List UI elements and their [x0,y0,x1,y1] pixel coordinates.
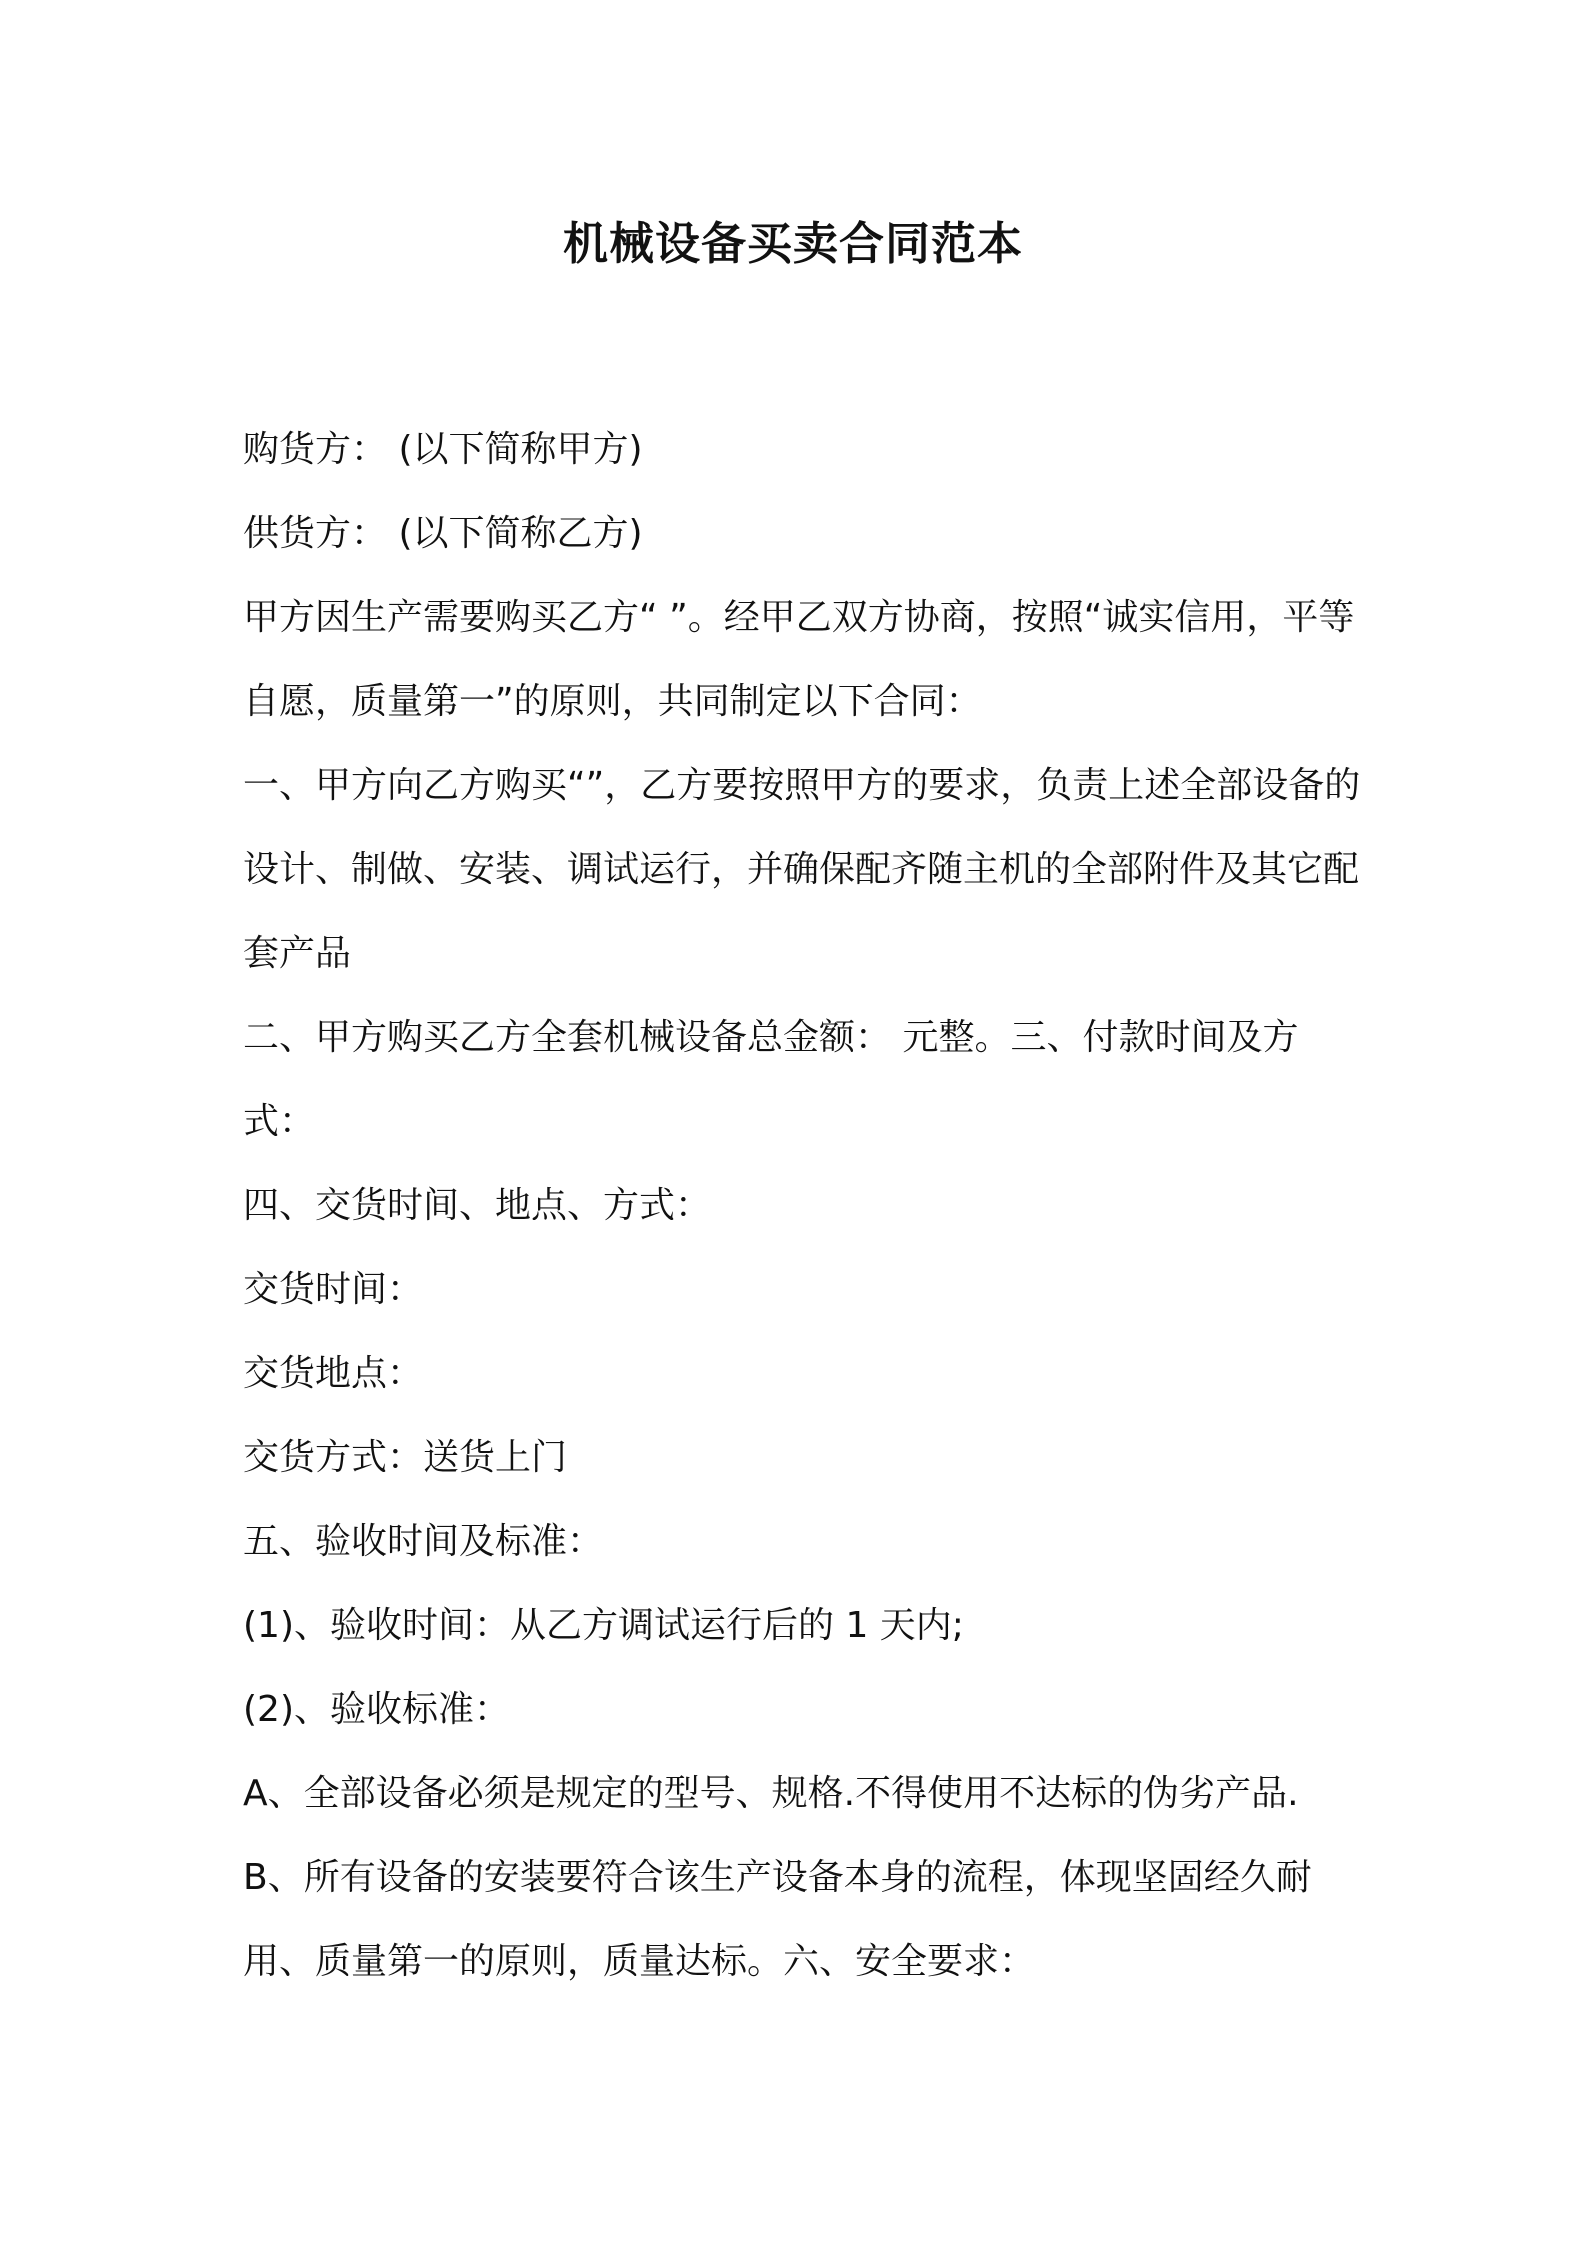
supplier-line: 供货方： (以下简称乙方) [243,513,643,554]
clause-2-amount: 二、甲方购买乙方全套机械设备总金额： 元整。三、付款时间及方式： [243,1017,1299,1142]
clause-5-acceptance: 五、验收时间及标准： [243,1521,604,1562]
clause-1-purchase: 一、甲方向乙方购买“”，乙方要按照甲方的要求，负责上述全部设备的设计、制做、安装、调试运行，并确保配齐随主机的全部附件及其它配套产品 [243,765,1361,974]
contract-body [243,408,1363,2004]
standard-item-a: A、全部设备必须是规定的型号、规格.不得使用不达标的伪劣产品. [243,1773,1299,1814]
standard-item-b: B、所有设备的安装要符合该生产设备本身的流程，体现坚固经久耐用、质量第一的原则，质量达标。六、安全要求： [243,1857,1312,1982]
acceptance-time: (1)、验收时间：从乙方调试运行后的 1 天内; [243,1605,964,1646]
delivery-time: 交货时间： [243,1269,424,1310]
delivery-method: 交货方式：送货上门 [243,1437,568,1478]
clause-4-delivery: 四、交货时间、地点、方式： [243,1185,712,1226]
preamble-paragraph: 甲方因生产需要购买乙方“ ”。经甲乙双方协商，按照“诚实信用，平等自愿，质量第一”的原则，共同制定以下合同： [243,597,1355,722]
delivery-place: 交货地点： [243,1353,424,1394]
buyer-line: 购货方： (以下简称甲方) [243,429,643,470]
acceptance-standard: (2)、验收标准： [243,1689,510,1730]
page-title: 机械设备买卖合同范本 [562,217,1023,270]
